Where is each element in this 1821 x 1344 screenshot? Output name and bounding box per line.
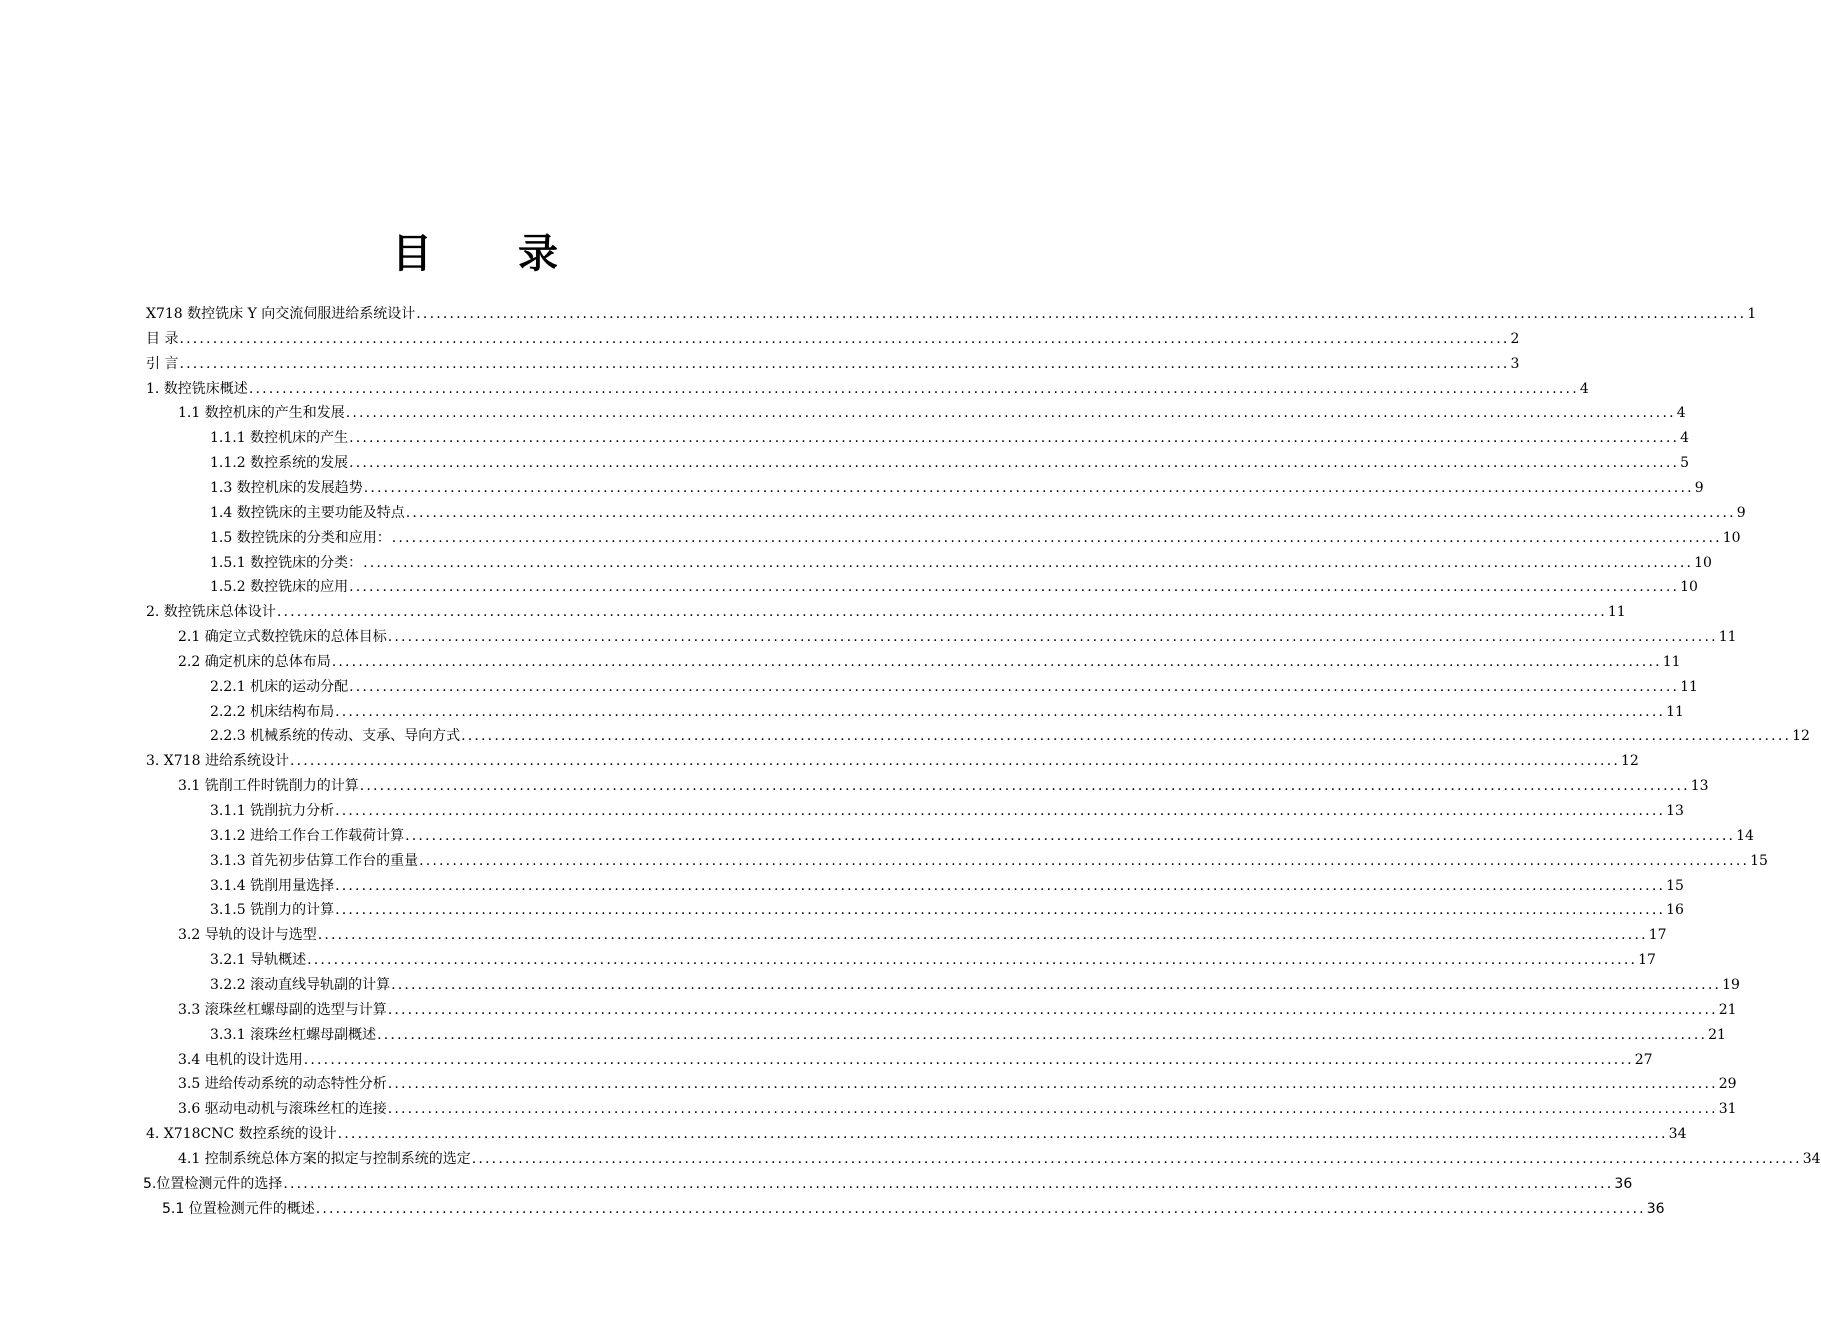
toc-entry-title: 1.5.1 数控铣床的分类：	[210, 554, 363, 571]
toc-entry-page-number: 31	[1718, 1101, 1737, 1118]
toc-dot-leader: ........................................................................................................................................................................................................	[461, 728, 1792, 745]
toc-entry[interactable]	[146, 749, 1639, 773]
toc-entry-title: 2.2.3 机械系统的传动、支承、导向方式	[210, 728, 461, 745]
toc-dot-leader: ........................................................................................................................................................................................................	[377, 1026, 1708, 1043]
toc-entry[interactable]	[210, 451, 1690, 475]
toc-entry-page-number: 34	[1668, 1126, 1687, 1143]
toc-entry[interactable]	[210, 1023, 1726, 1047]
toc-dot-leader: ........................................................................................................................................................................................................	[331, 653, 1662, 670]
toc-entry-page-number: 19	[1722, 976, 1740, 993]
toc-dot-leader: ........................................................................................................................................................................................................	[345, 405, 1676, 422]
toc-entry[interactable]	[178, 650, 1681, 674]
toc-entry[interactable]	[146, 352, 1520, 376]
toc-entry-title: 3.1.1 铣削抗力分析	[210, 803, 335, 819]
toc-entry[interactable]	[146, 302, 1757, 326]
toc-dot-leader: ........................................................................................................................................................................................................	[315, 1200, 1646, 1217]
toc-entry[interactable]	[178, 1048, 1653, 1072]
toc-entry-title: 2.1 确定立式数控铣床的总体目标	[178, 629, 387, 646]
toc-entry-page-number: 17	[1648, 927, 1667, 944]
toc-entry-title: 3.1.3 首先初步估算工作台的重量	[210, 852, 419, 869]
toc-entry[interactable]	[143, 1172, 1633, 1196]
toc-entry[interactable]	[210, 874, 1684, 898]
toc-entry-page-number: 5	[1680, 455, 1690, 472]
toc-entry[interactable]	[210, 426, 1690, 450]
toc-entry-page-number: 36	[1614, 1175, 1633, 1192]
toc-entry-title: 3.3 滚珠丝杠螺母副的选型与计算	[178, 1001, 387, 1018]
toc-entry-title: 目 录	[146, 330, 179, 347]
toc-entry-title: 5.位置检测元件的选择	[143, 1175, 283, 1192]
toc-entry-title: 1.3 数控机床的发展趋势	[210, 479, 363, 496]
toc-dot-leader: ........................................................................................................................................................................................................	[349, 678, 1680, 695]
toc-entry-page-number: 36	[1646, 1200, 1665, 1217]
toc-entry-page-number: 1	[1747, 306, 1757, 322]
toc-dot-leader: ........................................................................................................................................................................................................	[335, 877, 1666, 894]
toc-dot-leader: ........................................................................................................................................................................................................	[349, 430, 1680, 447]
toc-dot-leader: ........................................................................................................................................................................................................	[303, 1051, 1634, 1068]
toc-entry-page-number: 16	[1666, 902, 1684, 919]
toc-entry-title: 1.5.2 数控铣床的应用	[210, 579, 349, 596]
toc-entry-page-number: 17	[1638, 952, 1656, 969]
toc-entry-page-number: 11	[1607, 604, 1626, 621]
toc-entry-title: 3.5 进给传动系统的动态特性分析	[178, 1076, 387, 1093]
toc-entry-title: 2. 数控铣床总体设计	[146, 604, 276, 621]
toc-dot-leader: ........................................................................................................................................................................................................	[391, 976, 1722, 993]
toc-entry-page-number: 2	[1510, 330, 1520, 347]
toc-dot-leader: ........................................................................................................................................................................................................	[248, 380, 1579, 397]
toc-entry-title: 1.1.1 数控机床的产生	[210, 430, 349, 447]
toc-entry-page-number: 21	[1718, 1001, 1737, 1018]
toc-entry-page-number: 29	[1718, 1076, 1737, 1093]
toc-entry[interactable]	[210, 551, 1712, 575]
toc-entry-title: 1.4 数控铣床的主要功能及特点	[210, 504, 405, 521]
toc-entry-title: 3.2.2 滚动直线导轨副的计算	[210, 976, 391, 993]
toc-entry-title: 1.5 数控铣床的分类和应用：	[210, 529, 391, 546]
toc-entry-page-number: 11	[1666, 703, 1684, 720]
toc-dot-leader: ........................................................................................................................................................................................................	[387, 1001, 1718, 1018]
toc-entry-page-number: 3	[1510, 355, 1520, 372]
toc-entry-page-number: 21	[1708, 1026, 1726, 1043]
toc-entry-page-number: 14	[1736, 827, 1754, 844]
toc-entry-title: 3.6 驱动电动机与滚珠丝杠的连接	[178, 1101, 387, 1118]
toc-entry-page-number: 4	[1680, 430, 1690, 447]
toc-dot-leader: ........................................................................................................................................................................................................	[387, 629, 1718, 646]
toc-entry[interactable]	[210, 849, 1768, 873]
toc-dot-leader: ........................................................................................................................................................................................................	[335, 703, 1666, 720]
toc-entry-title: X718 数控铣床 Y 向交流伺服进给系统设计	[146, 306, 416, 322]
toc-entry-title: 引 言	[146, 355, 179, 372]
toc-entry-page-number: 12	[1621, 753, 1639, 770]
toc-entry[interactable]	[210, 476, 1704, 500]
toc-dot-leader: ........................................................................................................................................................................................................	[471, 1150, 1802, 1167]
toc-dot-leader: ........................................................................................................................................................................................................	[337, 1126, 1668, 1143]
toc-entry-title: 4. X718CNC 数控系统的设计	[146, 1126, 337, 1143]
toc-entry-page-number: 13	[1690, 778, 1709, 795]
toc-dot-leader: ........................................................................................................................................................................................................	[349, 455, 1680, 472]
toc-entry[interactable]	[162, 1197, 1665, 1221]
toc-entry-page-number: 10	[1680, 579, 1698, 596]
toc-dot-leader: ........................................................................................................................................................................................................	[359, 778, 1690, 795]
toc-entry[interactable]	[178, 923, 1667, 947]
toc-entry-page-number: 27	[1634, 1051, 1653, 1068]
toc-entry-title: 1.1 数控机床的产生和发展	[178, 405, 345, 422]
toc-entry-title: 3.2 导轨的设计与选型	[178, 927, 317, 944]
toc-dot-leader: ........................................................................................................................................................................................................	[416, 306, 1747, 322]
toc-entry[interactable]	[210, 948, 1656, 972]
toc-dot-leader: ........................................................................................................................................................................................................	[276, 604, 1607, 621]
toc-entry[interactable]	[178, 1072, 1737, 1096]
toc-entry-page-number: 9	[1694, 479, 1704, 496]
toc-entry[interactable]	[146, 377, 1589, 401]
toc-entry-title: 3.3.1 滚珠丝杠螺母副概述	[210, 1026, 377, 1043]
toc-dot-leader: ........................................................................................................................................................................................................	[289, 753, 1620, 770]
toc-entry-page-number: 11	[1718, 629, 1737, 646]
toc-dot-leader: ........................................................................................................................................................................................................	[363, 554, 1694, 571]
toc-entry[interactable]	[210, 898, 1684, 922]
toc-entry[interactable]	[210, 799, 1684, 823]
toc-entry-title: 3.2.1 导轨概述	[210, 952, 307, 969]
toc-entry-title: 4.1 控制系统总体方案的拟定与控制系统的选定	[178, 1150, 471, 1167]
toc-dot-leader: ........................................................................................................................................................................................................	[283, 1175, 1614, 1192]
toc-dot-leader: ........................................................................................................................................................................................................	[405, 504, 1736, 521]
toc-dot-leader: ........................................................................................................................................................................................................	[419, 852, 1750, 869]
toc-entry-page-number: 11	[1680, 678, 1698, 695]
toc-entry[interactable]	[178, 1097, 1737, 1121]
toc-entry[interactable]	[210, 675, 1698, 699]
toc-entry-page-number: 10	[1694, 554, 1712, 571]
toc-entry-page-number: 10	[1722, 529, 1741, 546]
toc-entry[interactable]	[178, 774, 1709, 798]
toc-entry-page-number: 34	[1802, 1150, 1821, 1167]
toc-entry-title: 2.2.2 机床结构布局	[210, 703, 335, 720]
toc-entry[interactable]	[210, 700, 1684, 724]
toc-entry[interactable]	[210, 824, 1754, 848]
toc-dot-leader: ........................................................................................................................................................................................................	[335, 902, 1666, 919]
toc-entry-page-number: 4	[1676, 405, 1686, 422]
toc-entry-page-number: 13	[1666, 803, 1684, 819]
toc-entry-title: 3.1 铣削工件时铣削力的计算	[178, 778, 359, 795]
toc-dot-leader: ........................................................................................................................................................................................................	[179, 330, 1510, 347]
toc-entry[interactable]	[210, 526, 1741, 550]
toc-dot-leader: ........................................................................................................................................................................................................	[391, 529, 1722, 546]
toc-entry[interactable]	[210, 501, 1746, 525]
toc-entry-page-number: 12	[1792, 728, 1810, 745]
toc-entry[interactable]	[146, 1122, 1687, 1146]
toc-entry-page-number: 15	[1666, 877, 1684, 894]
toc-entry[interactable]	[146, 327, 1520, 351]
toc-dot-leader: ........................................................................................................................................................................................................	[405, 827, 1736, 844]
toc-entry[interactable]	[178, 998, 1737, 1022]
toc-dot-leader: ........................................................................................................................................................................................................	[335, 803, 1666, 819]
toc-entry[interactable]	[178, 625, 1737, 649]
toc-entry-title: 1. 数控铣床概述	[146, 380, 248, 397]
toc-entry-page-number: 11	[1662, 653, 1681, 670]
toc-entry-title: 2.2 确定机床的总体布局	[178, 653, 331, 670]
toc-entry-title: 3. X718 进给系统设计	[146, 753, 289, 770]
toc-dot-leader: ........................................................................................................................................................................................................	[349, 579, 1680, 596]
toc-entry[interactable]	[146, 600, 1626, 624]
toc-entry-page-number: 9	[1736, 504, 1746, 521]
toc-dot-leader: ........................................................................................................................................................................................................	[387, 1076, 1718, 1093]
toc-entry[interactable]	[210, 973, 1740, 997]
toc-entry-title: 5.1 位置检测元件的概述	[162, 1200, 315, 1217]
toc-dot-leader: ........................................................................................................................................................................................................	[317, 927, 1648, 944]
toc-entry[interactable]	[178, 1147, 1821, 1171]
toc-entry[interactable]	[210, 575, 1698, 599]
toc-entry-title: 1.1.2 数控系统的发展	[210, 455, 349, 472]
toc-entry-page-number: 4	[1579, 380, 1589, 397]
toc-entry-title: 3.1.5 铣削力的计算	[210, 902, 335, 919]
toc-entry-title: 3.4 电机的设计选用	[178, 1051, 303, 1068]
toc-dot-leader: ........................................................................................................................................................................................................	[179, 355, 1510, 372]
toc-dot-leader: ........................................................................................................................................................................................................	[363, 479, 1694, 496]
toc-entry-title: 3.1.2 进给工作台工作载荷计算	[210, 827, 405, 844]
toc-dot-leader: ........................................................................................................................................................................................................	[307, 952, 1638, 969]
toc-entry-title: 3.1.4 铣削用量选择	[210, 877, 335, 894]
toc-entry-page-number: 15	[1750, 852, 1768, 869]
toc-entry[interactable]	[178, 401, 1686, 425]
toc-dot-leader: ........................................................................................................................................................................................................	[387, 1101, 1718, 1118]
page-title: 目 录	[392, 231, 594, 277]
toc-entry[interactable]	[210, 724, 1810, 748]
toc-entry-title: 2.2.1 机床的运动分配	[210, 678, 349, 695]
